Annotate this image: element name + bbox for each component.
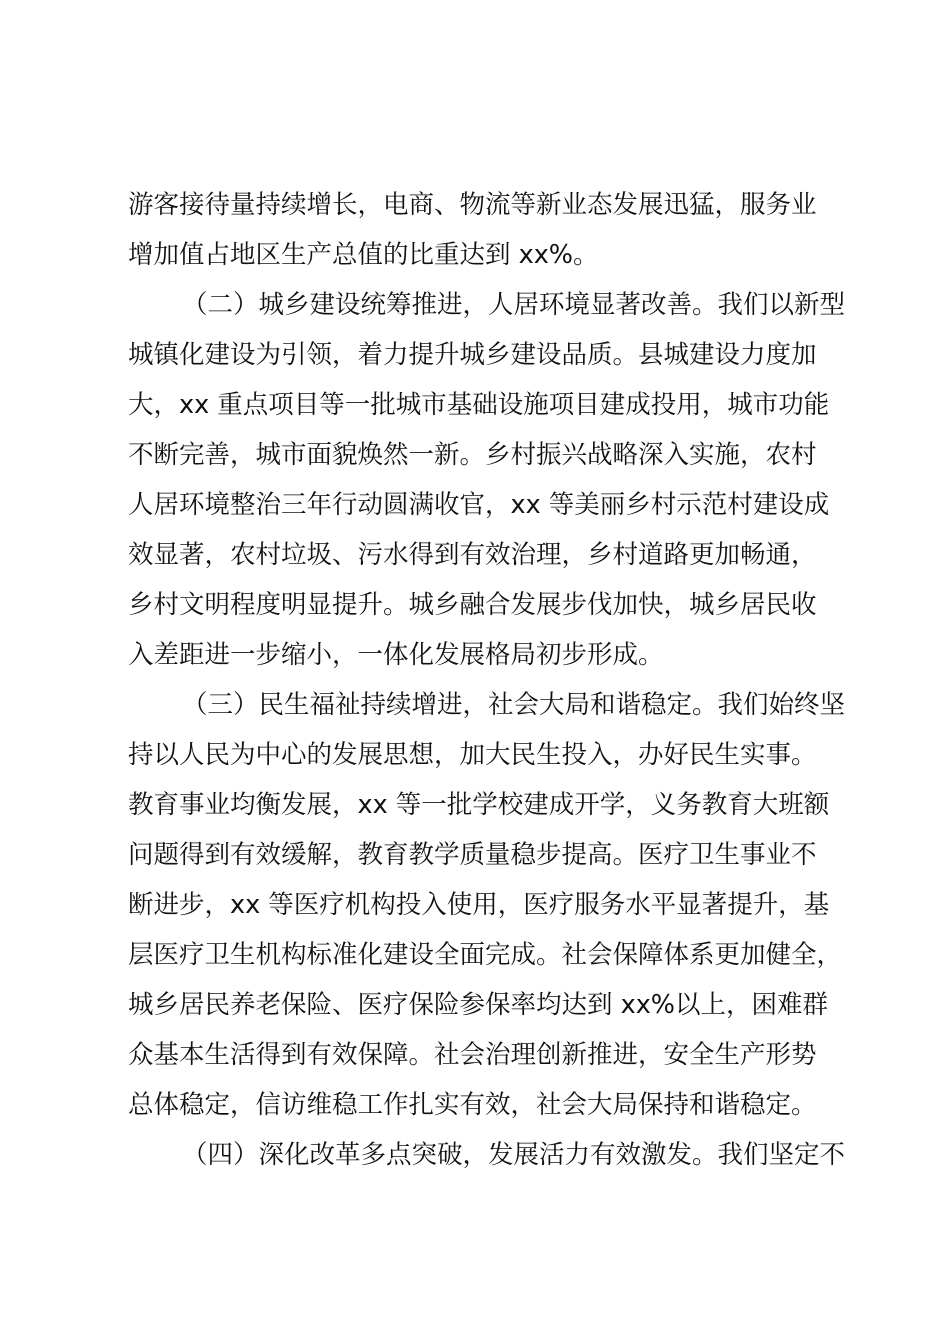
text-line-first: （二）城乡建设统筹推进，人居环境显著改善。我们以新型 (182, 290, 846, 320)
paragraph-urban-rural-construction (128, 280, 846, 680)
text-line: 问题得到有效缓解，教育教学质量稳步提高。医疗卫生事业不 (128, 840, 817, 870)
text-line: 众基本生活得到有效保障。社会治理创新推进，安全生产形势 (128, 1040, 817, 1070)
text-line: 层医疗卫生机构标准化建设全面完成。社会保障体系更加健全， (128, 940, 843, 970)
text-line: 不断完善，城市面貌焕然一新。乡村振兴战略深入实施，农村 (128, 440, 817, 470)
text-line: 效显著，农村垃圾、污水得到有效治理，乡村道路更加畅通， (128, 540, 817, 570)
text-line: 教育事业均衡发展，xx 等一批学校建成开学，义务教育大班额 (128, 790, 830, 820)
text-line-first: （三）民生福祉持续增进，社会大局和谐稳定。我们始终坚 (182, 690, 846, 720)
text-line: 游客接待量持续增长，电商、物流等新业态发展迅猛，服务业 (128, 190, 817, 220)
paragraph-reform (128, 1130, 846, 1180)
text-line: 大，xx 重点项目等一批城市基础设施项目建成投用，城市功能 (128, 390, 830, 420)
text-line: 城乡居民养老保险、医疗保险参保率均达到 xx%以上，困难群 (128, 990, 829, 1020)
paragraph-livelihood (128, 680, 846, 1130)
text-line: 乡村文明程度明显提升。城乡融合发展步伐加快，城乡居民收 (128, 590, 817, 620)
text-line: 入差距进一步缩小，一体化发展格局初步形成。 (128, 640, 664, 670)
text-line: 增加值占地区生产总值的比重达到 xx%。 (128, 240, 599, 270)
text-line-first: （四）深化改革多点突破，发展活力有效激发。我们坚定不 (182, 1140, 846, 1170)
paragraph-service-industry (128, 180, 828, 280)
text-line: 人居环境整治三年行动圆满收官，xx 等美丽乡村示范村建设成 (128, 490, 830, 520)
text-line: 总体稳定，信访维稳工作扎实有效，社会大局保持和谐稳定。 (128, 1090, 817, 1120)
body-text (128, 180, 846, 1180)
text-line: 城镇化建设为引领，着力提升城乡建设品质。县城建设力度加 (128, 340, 817, 370)
text-line: 断进步，xx 等医疗机构投入使用，医疗服务水平显著提升，基 (128, 890, 830, 920)
text-line: 持以人民为中心的发展思想，加大民生投入，办好民生实事。 (128, 740, 817, 770)
